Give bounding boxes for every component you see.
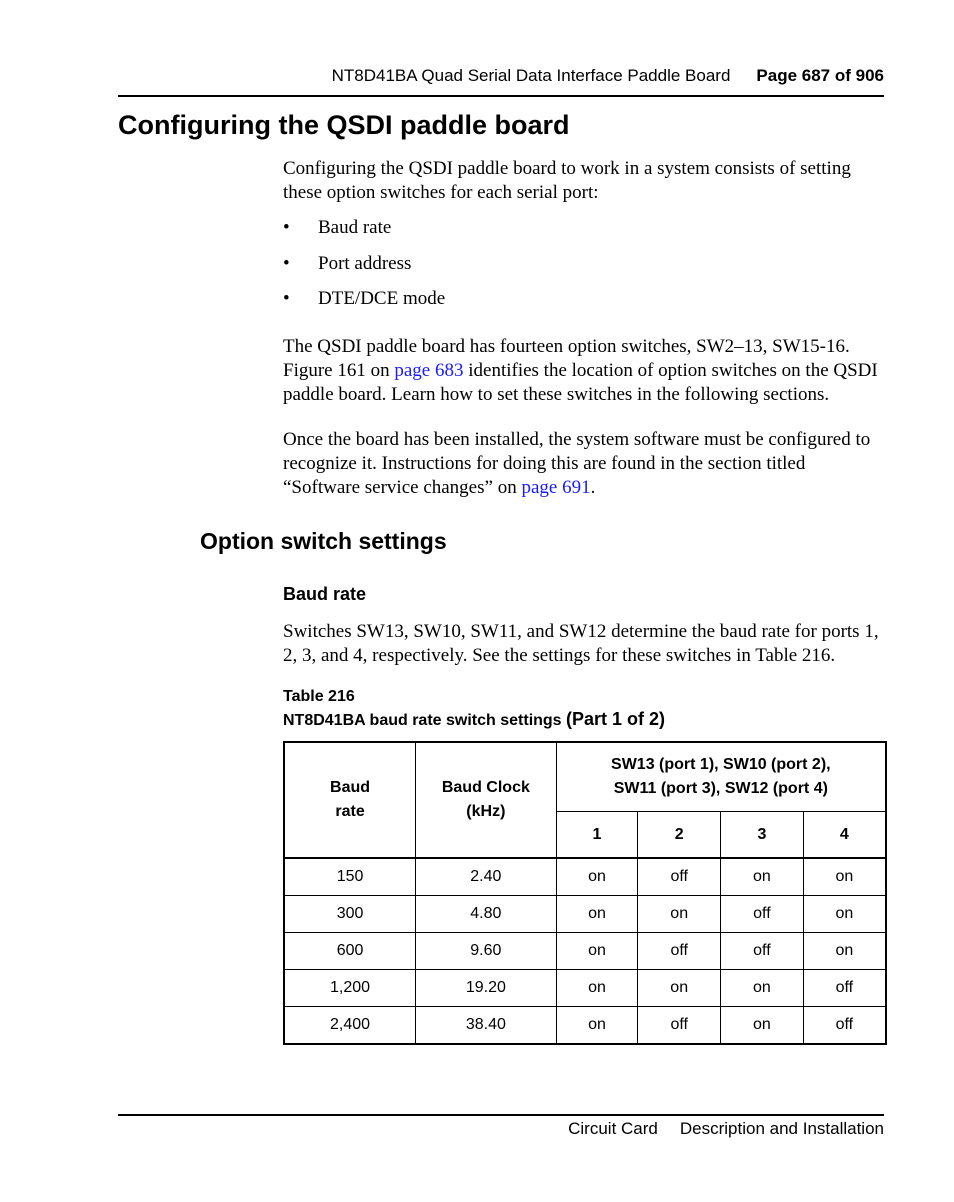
header-switch-3: 3 [721, 812, 804, 859]
table-label: Table 216 [283, 688, 355, 705]
header-switches: SW13 (port 1), SW10 (port 2), SW11 (port 3), SW12 (port 4) [556, 742, 886, 812]
page-683-link[interactable]: page 683 [394, 360, 464, 381]
header-rule [118, 95, 884, 97]
subsection-heading: Baud rate [283, 584, 367, 604]
footer-left: Circuit Card [568, 1119, 658, 1138]
footer-rule [118, 1114, 884, 1116]
baud-rate-paragraph: Switches SW13, SW10, SW11, and SW12 determine the baud rate for ports 1, 2, 3, and 4, respectively. See the settings for these switches in Table 216. [283, 621, 879, 666]
page-title: Configuring the QSDI paddle board [118, 110, 570, 140]
running-footer [118, 1119, 884, 1139]
header-baud-rate: Baud rate [284, 742, 416, 858]
header-switch-2: 2 [638, 812, 721, 859]
running-header [118, 66, 884, 86]
page-691-link[interactable]: page 691 [521, 477, 591, 498]
intro-paragraph: Configuring the QSDI paddle board to work in a system consists of setting these option switches for each serial port: [283, 158, 851, 203]
header-switch-1: 1 [556, 812, 638, 859]
list-item: • DTE/DCE mode [283, 288, 446, 309]
table-row: 300 4.80 on on off on [284, 896, 886, 933]
table-row: 600 9.60 on off off on [284, 933, 886, 970]
section-heading: Option switch settings [200, 528, 447, 554]
table-row: 1,200 19.20 on on on off [284, 970, 886, 1007]
table-caption [283, 686, 665, 732]
table-part: (Part 1 of 2) [566, 709, 666, 729]
list-item: • Baud rate [283, 217, 392, 238]
header-switch-4: 4 [803, 812, 886, 859]
list-item: • Port address [283, 252, 412, 274]
switches-paragraph: The QSDI paddle board has fourteen option switches, SW2–13, SW15-16. Figure 161 on page 683 identifies the location of option switches on the QSDI paddle board. Learn how to set these switches in the following sections. [283, 336, 878, 405]
software-paragraph: Once the board has been installed, the system software must be configured to recognize it. Instructions for doing this are found in the section titled “Software service changes” on page 691. [283, 429, 871, 498]
table-row: 150 2.40 on off on on [284, 858, 886, 896]
header-baud-clock: Baud Clock (kHz) [416, 742, 557, 858]
table-title: NT8D41BA baud rate switch settings [283, 712, 562, 729]
table-row: 2,400 38.40 on off on off [284, 1007, 886, 1045]
footer-right: Description and Installation [679, 1119, 884, 1138]
page-number: Page 687 of 906 [756, 66, 884, 85]
option-switch-list [283, 216, 445, 323]
baud-rate-table [283, 741, 887, 1045]
header-title: NT8D41BA Quad Serial Data Interface Paddle Board [331, 66, 731, 85]
